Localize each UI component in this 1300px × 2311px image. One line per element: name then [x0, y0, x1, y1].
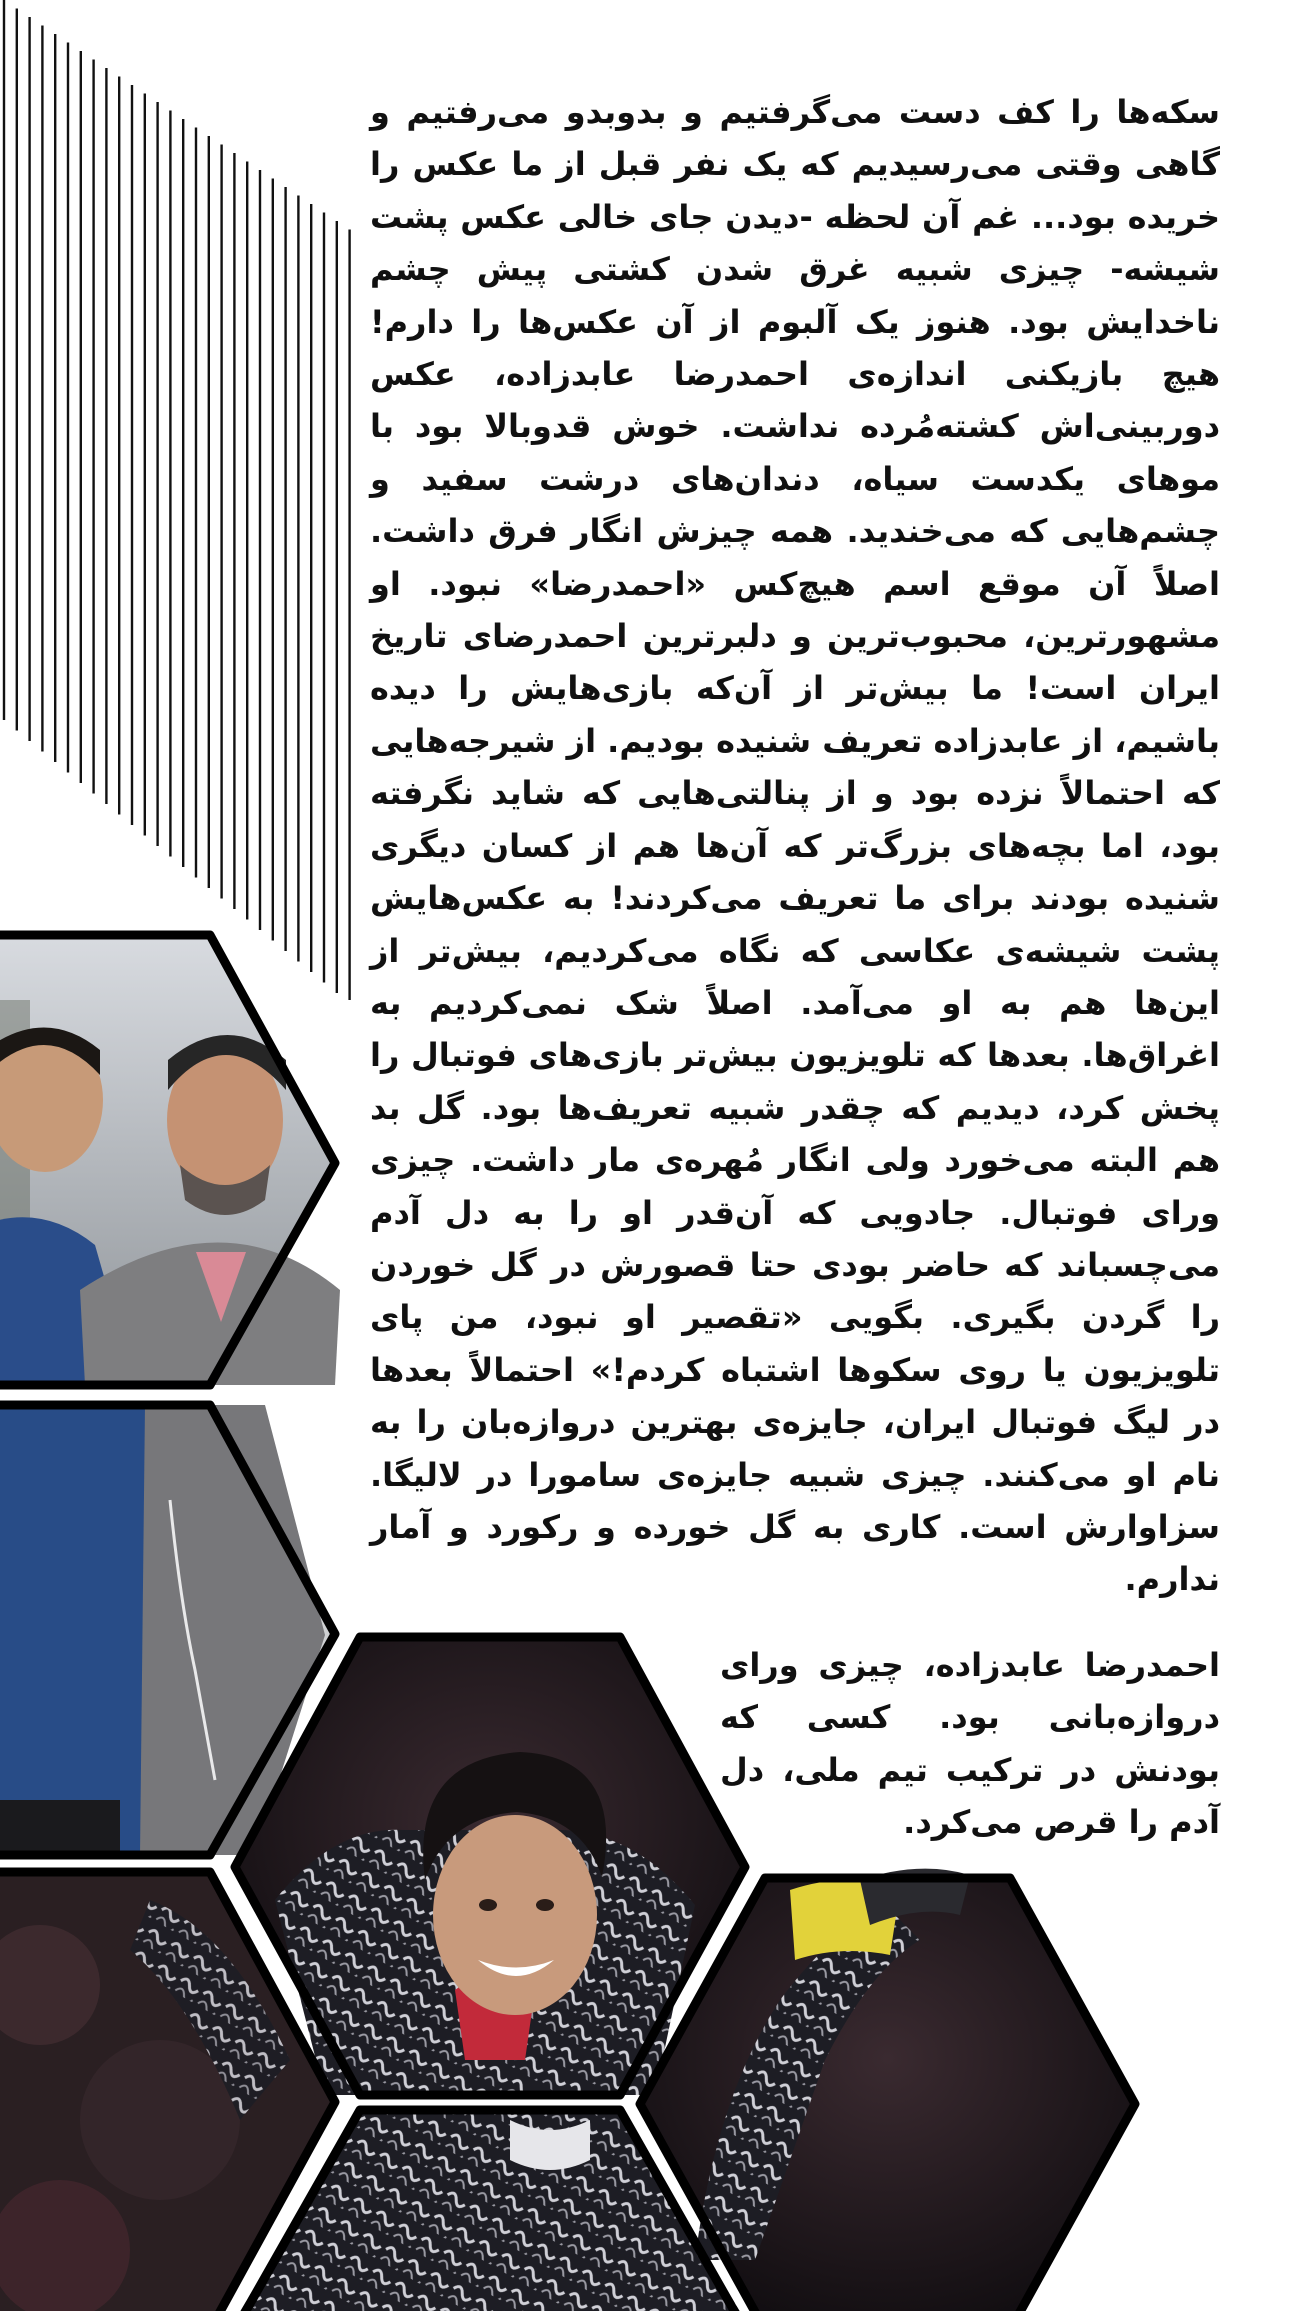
hex-photo-goalkeeper-smiling: [235, 1637, 745, 2095]
hex-photo-men-top: [0, 935, 340, 1385]
article-body: [370, 86, 1220, 1606]
article-paragraph: سکه‌ها را کف دست می‌گرفتیم و بدوبدو می‌رفتیم و گاهی وقتی می‌رسیدیم که یک نفر قبل از ما عکس را خریده بود... غم آن لحظه -دیدن جای خالی عکس پشت شیشه- چیزی شبیه غرق شدن کشتی پیش چشم ناخدایش بود. هنوز یک آلبوم از آن عکس‌ها را دارم! هیچ بازیکنی اندازه‌ی احمدرضا عابدزاده، عکس دوربینی‌اش کشته‌مُرده نداشت. خوش قدوبالا بود با موهای یکدست سیاه، دندان‌های درشت سفید و چشم‌هایی که می‌خندید. همه چیزش انگار فرق داشت. اصلاً آن موقع اسم هیچ‌کس «احمدرضا» نبود. او مشهورترین، محبوب‌ترین و دلبرترین احمدرضای تاریخ ایران است! ما بیش‌تر از آن‌که بازی‌هایش را دیده باشیم، از عابدزاده تعریف شنیده بودیم. از شیرجه‌هایی که احتمالاً نزده بود و از پنالتی‌هایی که شاید نگرفته بود، اما بچه‌های بزرگ‌تر که آن‌ها هم از کسان دیگری شنیده بودند برای ما تعریف می‌کردند! به عکس‌هایش پشت شیشه‌ی عکاسی که نگاه می‌کردیم، بیش‌تر از این‌ها هم به او می‌آمد. اصلاً شک نمی‌کردیم به اغراق‌ها. بعدها که تلویزیون بیش‌تر بازی‌های فوتبال را پخش کرد، دیدیم که چقدر شبیه تعریف‌ها بود. گل بد هم البته می‌خورد ولی انگار مُهره‌ی مار داشت. چیزی ورای فوتبال. جادویی که آن‌قدر او را به دل آدم می‌چسباند که حاضر بودی حتا قصورش در گل خوردن را گردن بگیری. بگویی «تقصیر او نبود، من پای تلویزیون یا روی سکوها اشتباه کردم!» احتمالاً بعدها در لیگ فوتبال ایران، جایزه‌ی بهترین دروازه‌بان را به نام او می‌کنند. چیزی شبیه جایزه‌ی سامورا در لالیگا. سزاوارش است. کاری به گل خورده و رکورد و آمار ندارم.: [370, 93, 1220, 1599]
article-closing-paragraph: احمدرضا عابدزاده، چیزی ورای دروازه‌بانی بود. کسی که بودنش در ترکیب تیم ملی، دل آدم را قرص می‌کرد.: [720, 1646, 1220, 1842]
